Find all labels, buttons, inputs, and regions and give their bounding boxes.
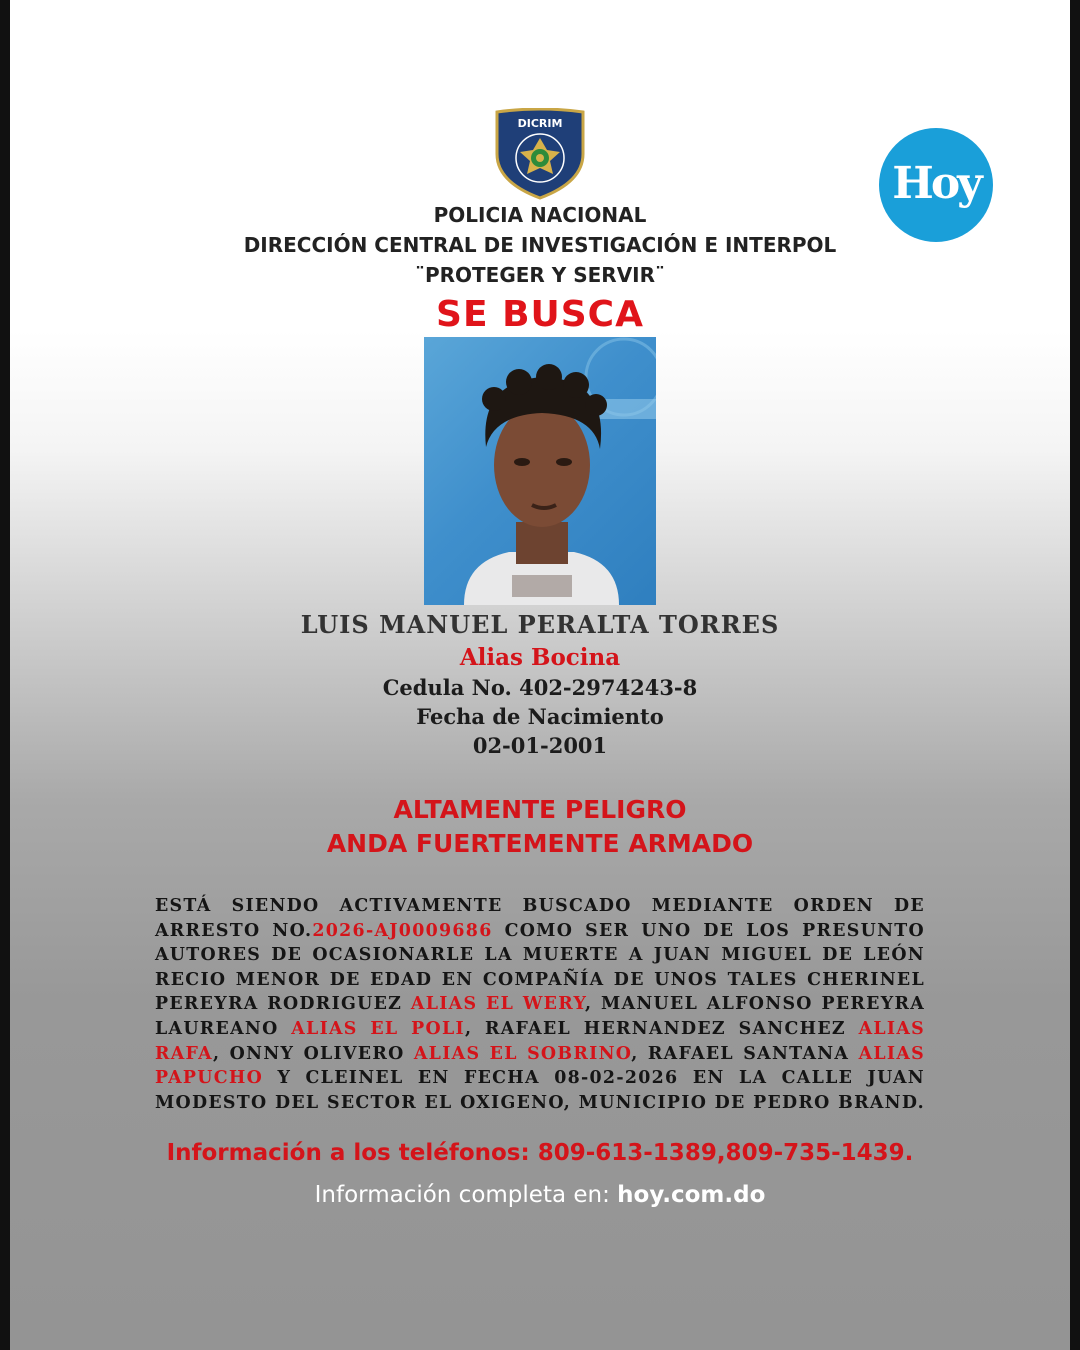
body-text: , RAFAEL SANTANA: [631, 1043, 859, 1064]
birth-date-label: Fecha de Nacimiento: [416, 704, 664, 729]
accomplice-alias: ALIAS EL SOBRINO: [413, 1043, 632, 1064]
badge-label: DICRIM: [517, 117, 563, 130]
warning-dangerous: ALTAMENTE PELIGRO: [393, 795, 687, 824]
header-police: POLICIA NACIONAL: [433, 203, 647, 227]
wanted-title: SE BUSCA: [436, 294, 644, 335]
body-text: , RAFAEL HERNANDEZ SANCHEZ: [464, 1018, 859, 1039]
body-text: , ONNY OLIVERO: [212, 1043, 414, 1064]
accomplice-alias: ALIAS EL WERY: [410, 994, 585, 1015]
body-text: ESTÁ SIENDO ACTIVAMENTE BUSCADO MEDIANTE ORDEN DE ARRESTO NO.: [155, 896, 925, 941]
wanted-poster: [10, 0, 1070, 1350]
warrant-description: [155, 894, 925, 1115]
accomplice-alias: ALIAS RAFA: [155, 1018, 925, 1064]
suspect-name: LUIS MANUEL PERALTA TORRES: [300, 610, 780, 639]
body-text: COMO SER UNO DE LOS PRESUNTO AUTORES DE OCASIONARLE LA MUERTE A JUAN MIGUEL DE LEÓN RECIO MENOR DE EDAD EN COMPAÑÍA DE UNOS TALES CHERINEL PEREYRA RODRIGUEZ: [155, 920, 925, 1015]
dicrim-badge-icon: [491, 108, 589, 200]
body-text: , MANUEL ALFONSO PEREYRA LAUREANO: [155, 994, 925, 1039]
suspect-photo: [424, 337, 656, 605]
warning-armed: ANDA FUERTEMENTE ARMADO: [326, 829, 754, 858]
suspect-alias: Alias Bocina: [459, 644, 621, 671]
arrest-order-number: 2026-AJ0009686: [312, 920, 493, 941]
suspect-cedula: Cedula No. 402-2974243-8: [382, 675, 698, 700]
birth-date-value: 02-01-2001: [472, 733, 608, 758]
suspect-portrait-icon: [424, 337, 656, 605]
header-motto: ¨PROTEGER Y SERVIR¨: [414, 263, 666, 287]
footer: [10, 1182, 1070, 1208]
body-text: Y CLEINEL EN FECHA 08-02-2026 EN LA CALLE JUAN MODESTO DEL SECTOR EL OXIGENO, MUNICIPIO DE PEDRO BRAND.: [155, 1068, 925, 1113]
accomplice-alias: ALIAS EL POLI: [291, 1018, 465, 1039]
footer-site-link[interactable]: hoy.com.do: [617, 1182, 766, 1208]
hoy-logo-text: Hoy: [892, 157, 980, 209]
header-directorate: DIRECCIÓN CENTRAL DE INVESTIGACIÓN E INTERPOL: [243, 233, 837, 257]
footer-prefix: Información completa en:: [314, 1182, 610, 1208]
accomplice-alias: ALIAS PAPUCHO: [155, 1043, 925, 1089]
contact-phones: Información a los teléfonos: 809-613-1389,809-735-1439.: [166, 1140, 914, 1166]
